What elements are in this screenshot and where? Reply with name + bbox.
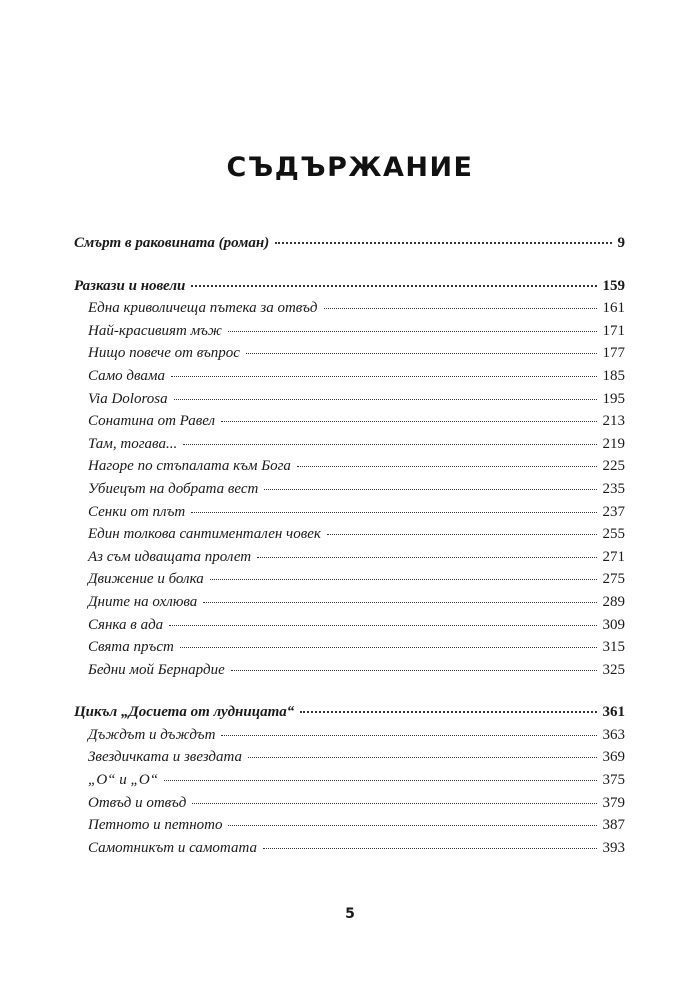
toc-entry-label: Свята пръст	[88, 639, 174, 656]
toc-section-entry-label: Цикъл „Досиета от лудницата“	[74, 704, 295, 721]
toc-entry-label: Звездичката и звездата	[88, 749, 243, 766]
toc-entry-label: Петното и петното	[88, 817, 223, 834]
toc-entry-label: Бедни мой Бернардие	[88, 661, 225, 678]
toc-entry-label: Дните на охлюва	[88, 593, 198, 610]
dot-leader	[221, 420, 596, 422]
toc-entry-label: Една криволичеща пътека за отвъд	[88, 300, 318, 317]
toc-entry-page: 161	[602, 300, 625, 317]
toc-entry-page: 309	[602, 616, 625, 633]
toc-entry	[74, 523, 625, 546]
toc-entry-page: 271	[602, 548, 625, 565]
toc-entry	[74, 478, 625, 501]
toc-entry-label: Дъждът и дъждът	[88, 726, 216, 743]
toc-section-entry-page: 9	[617, 235, 625, 251]
dot-leader	[264, 488, 596, 490]
toc-entry-label: Нищо повече от въпрос	[88, 345, 240, 362]
dot-leader	[221, 734, 596, 736]
toc-entry-page: 195	[602, 390, 625, 407]
dot-leader	[169, 624, 596, 626]
toc-entry-page: 177	[602, 345, 625, 362]
page-number: 5	[345, 906, 355, 922]
dot-leader	[192, 802, 596, 804]
toc-entry	[74, 433, 625, 456]
toc-entry	[74, 297, 625, 320]
toc-entry-page: 185	[602, 367, 625, 384]
dot-leader	[248, 756, 596, 758]
section-gap	[74, 681, 625, 701]
toc-entry-page: 237	[602, 503, 625, 520]
toc-entry-label: Там, тогава...	[88, 435, 178, 452]
table-of-contents	[74, 232, 625, 859]
toc-entry-page: 379	[602, 794, 625, 811]
dot-leader	[246, 352, 597, 354]
toc-entry	[74, 837, 625, 860]
toc-entry	[74, 388, 625, 411]
toc-entry	[74, 365, 625, 388]
toc-entry-page: 213	[602, 413, 625, 430]
toc-section-entry	[74, 701, 625, 724]
toc-entry	[74, 746, 625, 769]
toc-entry-page: 225	[602, 458, 625, 475]
toc-entry-label: Убиецът на добрата вест	[88, 480, 259, 497]
toc-entry-label: Един толкова сантиментален човек	[88, 526, 321, 543]
dot-leader	[171, 375, 597, 377]
dot-leader	[174, 398, 597, 400]
toc-entry-label: Самотникът и самотата	[88, 839, 257, 856]
toc-section-entry-label: Разкази и новели	[74, 277, 186, 294]
toc-entry-page: 255	[602, 526, 625, 543]
dot-leader	[210, 578, 597, 580]
toc-entry-page: 325	[602, 661, 625, 678]
toc-entry-label: Нагоре по стъпалата към Бога	[88, 458, 291, 475]
toc-section-entry-page: 361	[602, 704, 625, 721]
toc-entry-page: 235	[602, 480, 625, 497]
toc-entry-label: Само двама	[88, 367, 165, 384]
toc-section-entry	[74, 232, 625, 255]
toc-entry	[74, 769, 625, 792]
dot-leader	[327, 533, 597, 535]
toc-entry	[74, 591, 625, 614]
dot-leader	[324, 307, 597, 309]
toc-entry-page: 375	[602, 772, 625, 789]
toc-entry	[74, 659, 625, 682]
toc-entry	[74, 410, 625, 433]
toc-entry-page: 387	[602, 817, 625, 834]
toc-entry	[74, 342, 625, 365]
toc-section-entry-label: Смърт в раковината (роман)	[74, 235, 270, 251]
dot-leader	[191, 511, 596, 513]
dot-leader	[297, 465, 597, 467]
toc-entry-label: Движение и болка	[88, 571, 204, 588]
toc-entry-page: 275	[602, 571, 625, 588]
toc-entry	[74, 501, 625, 524]
dot-leader	[257, 556, 596, 558]
toc-entry-label: „О“ и „О“	[88, 772, 159, 789]
dot-leader	[228, 824, 596, 826]
dot-leader	[263, 847, 597, 849]
toc-entry-page: 393	[602, 839, 625, 856]
toc-entry-page: 289	[602, 593, 625, 610]
toc-entry-page: 315	[602, 639, 625, 656]
toc-entry-page: 171	[602, 322, 625, 339]
toc-entry-label: Сонатина от Равел	[88, 413, 216, 430]
section-gap	[74, 255, 625, 275]
toc-entry	[74, 320, 625, 343]
dot-leader	[275, 241, 611, 244]
dot-leader	[191, 284, 596, 287]
toc-entry-label: Сенки от плът	[88, 503, 186, 520]
toc-section-entry	[74, 275, 625, 298]
page-title: СЪДЪРЖАНИЕ	[226, 152, 474, 183]
toc-entry-label: Сянка в ада	[88, 616, 164, 633]
toc-entry	[74, 546, 625, 569]
toc-entry-label: Via Dolorosa	[88, 390, 168, 407]
toc-entry	[74, 724, 625, 747]
toc-entry	[74, 614, 625, 637]
dot-leader	[300, 710, 596, 713]
toc-entry	[74, 792, 625, 815]
toc-entry-label: Най-красивият мъж	[88, 322, 222, 339]
dot-leader	[164, 779, 596, 781]
toc-entry	[74, 568, 625, 591]
toc-entry-label: Аз съм идващата пролет	[88, 548, 252, 565]
toc-section-entry-page: 159	[602, 277, 625, 294]
dot-leader	[228, 330, 597, 332]
toc-entry-page: 363	[602, 726, 625, 743]
toc-entry	[74, 455, 625, 478]
toc-entry	[74, 814, 625, 837]
dot-leader	[183, 443, 596, 445]
toc-entry	[74, 636, 625, 659]
toc-entry-page: 219	[602, 435, 625, 452]
dot-leader	[231, 669, 597, 671]
dot-leader	[180, 646, 597, 648]
dot-leader	[203, 601, 596, 603]
toc-entry-label: Отвъд и отвъд	[88, 794, 187, 811]
toc-entry-page: 369	[602, 749, 625, 766]
